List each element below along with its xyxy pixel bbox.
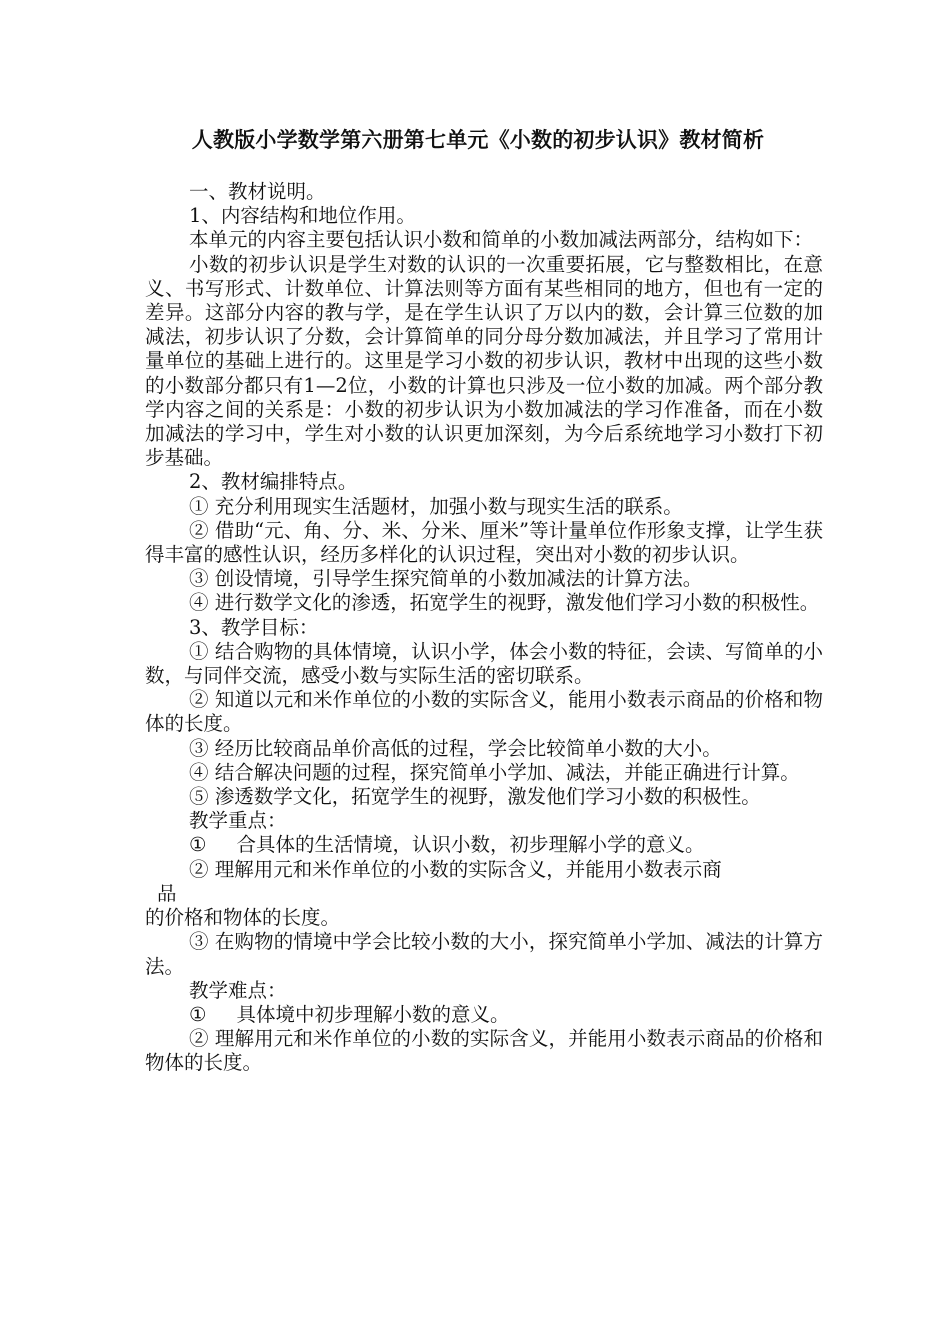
paragraph: 小数的初步认识是学生对数的认识的一次重要拓展，它与整数相比，在意义、书写形式、计数单位、计算法则等方面有某些相同的地方，但也有一定的差异。这部分内容的教与学，是在学生认识了万以内的数，会计算三位数的加减法，初步认识了分数，会计算简单的同分母分数加减法，并且学习了常用计量单位的基础上进行的。这里是学习小数的初步认识，教材中出现的这些小数的小数部分都只有1—2位，小数的计算也只涉及一位小数的加减。两个部分教学内容之间的关系是：小数的初步认识为小数加减法的学习作准备，而在小数加减法的学习中，学生对小数的认识更加深刻，为今后系统地学习小数打下初步基础。 [145,252,823,470]
list-item: ③ 创设情境，引导学生探究简单的小数加减法的计算方法。 [189,567,703,591]
section-heading: 一、教材说明。 [189,180,326,203]
list-item: ④ 进行数学文化的渗透，拓宽学生的视野，激发他们学习小数的积极性。 [189,591,820,615]
list-item: ④ 结合解决问题的过程，探究简单小学加、减法，并能正确进行计算。 [189,760,800,784]
subsection-heading: 1、内容结构和地位作用。 [189,204,416,228]
document-page [145,118,823,1076]
list-item [145,1003,823,1027]
list-item-continuation: 的价格和物体的长度。 [145,906,341,930]
list-item: ② 理解用元和米作单位的小数的实际含义，并能用小数表示商 [189,857,722,881]
list-item-text: ① 合具体的生活情境，认识小数，初步理解小学的意义。 [189,833,705,857]
paragraph: 本单元的内容主要包括认识小数和简单的小数加减法两部分，结构如下： [189,228,814,252]
difficulties-heading: 教学难点： [189,978,287,1002]
list-item [145,833,823,857]
document-body [145,180,823,1076]
document-title: 人教版小学数学第六册第七单元《小数的初步认识》教材简析 [191,127,765,152]
list-item: ② 借助“元、角、分、米、分米、厘米”等计量单位作形象支撑，让学生获得丰富的感性认识，经历多样化的认识过程，突出对小数的初步认识。 [145,518,823,567]
list-item: ③ 在购物的情境中学会比较小数的大小，探究简单小学加、减法的计算方法。 [145,930,823,978]
list-item: ⑤ 渗透数学文化，拓宽学生的视野，激发他们学习小数的积极性。 [189,785,761,809]
list-item: ② 知道以元和米作单位的小数的实际含义，能用小数表示商品的价格和物体的长度。 [145,688,823,736]
key-points-heading: 教学重点： [189,809,287,833]
list-item: ③ 经历比较商品单价高低的过程，学会比较简单小数的大小。 [189,736,722,760]
list-item-text: ① 具体境中初步理解小数的意义。 [189,1002,510,1026]
list-item: ② 理解用元和米作单位的小数的实际含义，并能用小数表示商品的价格和物体的长度。 [145,1027,823,1075]
list-item: ① 结合购物的具体情境，认识小学，体会小数的特征，会读、写简单的小数，与同伴交流，感受小数与实际生活的密切联系。 [145,639,823,688]
list-item: ① 充分利用现实生活题材，加强小数与现实生活的联系。 [189,494,683,518]
subsection-heading: 2、教材编排特点。 [189,470,358,494]
subsection-heading: 3、教学目标： [189,615,319,639]
list-item-continuation: 品 [157,881,177,905]
